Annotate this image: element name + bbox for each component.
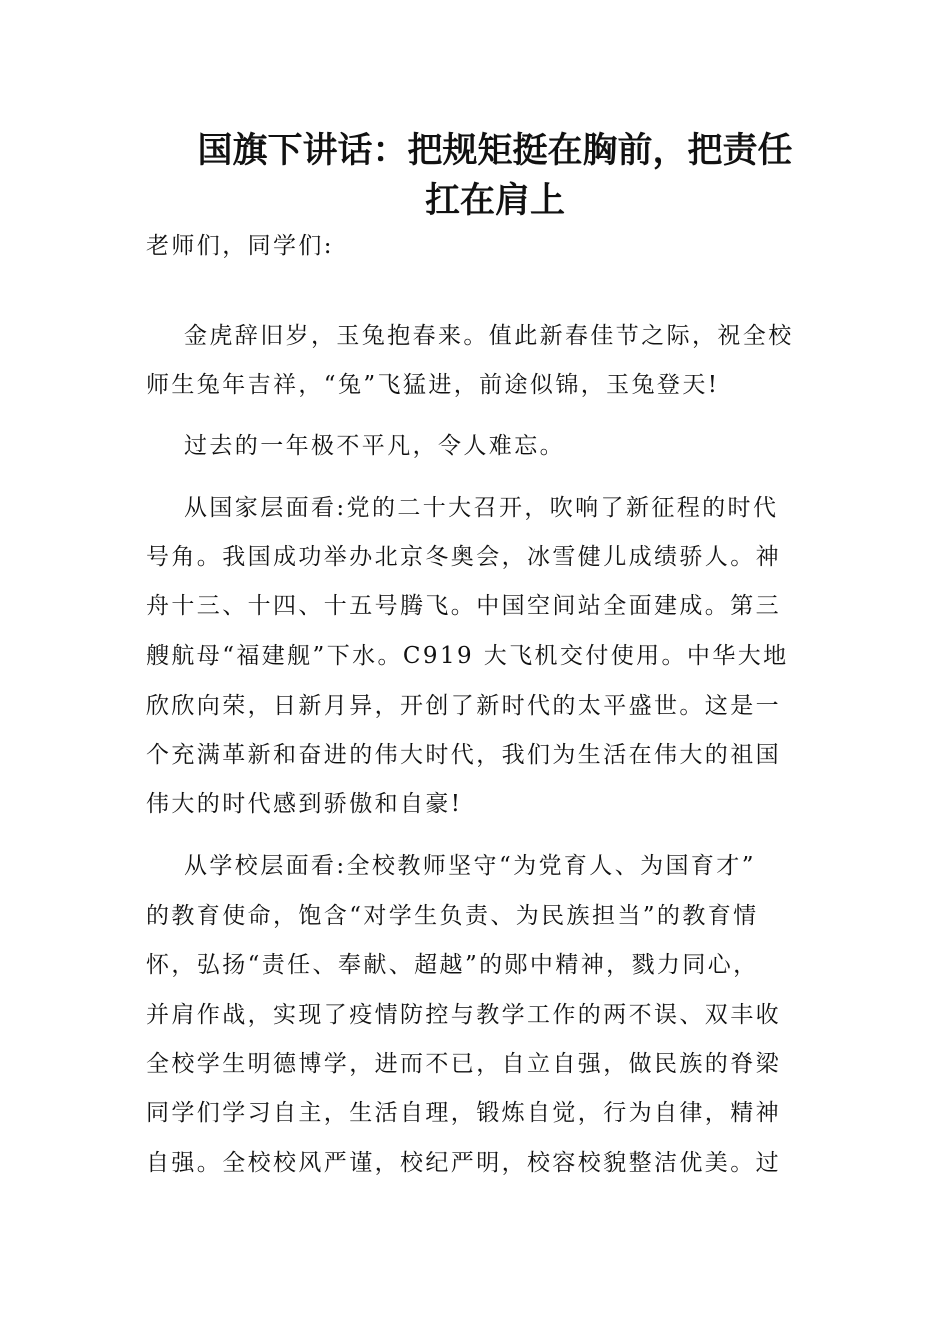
document-title-line-2: 扛在肩上 [424,180,565,221]
paragraph-3-line-4: 艘航母“福建舰”下水。C919 大飞机交付使用。中华大地 [146,643,789,669]
paragraph-3-line-7: 伟大的时代感到骄傲和自豪! [146,791,463,817]
paragraph-4-line-6: 同学们学习自主，生活自理，锻炼自觉，行为自律，精神 [146,1100,781,1126]
paragraph-3-line-6: 个充满革新和奋进的伟大时代，我们为生活在伟大的祖国 [146,742,781,768]
paragraph-3-line-2: 号角。我国成功举办北京冬奥会，冰雪健儿成绩骄人。神 [146,544,781,570]
paragraph-4-line-4: 并肩作战，实现了疫情防控与教学工作的两不误、双丰收 [146,1002,781,1028]
paragraph-4-line-5: 全校学生明德博学，进而不已，自立自强，做民族的脊梁 [146,1051,781,1077]
paragraph-3-line-5: 欣欣向荣，日新月异，开创了新时代的太平盛世。这是一 [146,693,781,719]
paragraph-3-line-3: 舟十三、十四、十五号腾飞。中国空间站全面建成。第三 [146,593,781,619]
paragraph-4-line-2: 的教育使命，饱含“对学生负责、为民族担当”的教育情 [146,903,759,929]
document-title-line-1: 国旗下讲话：把规矩挺在胸前，把责任 [197,130,793,171]
paragraph-4-line-1: 从学校层面看:全校教师坚守“为党育人、为国育才” [184,853,756,879]
paragraph-1-line-1: 金虎辞旧岁，玉兔抱春来。值此新春佳节之际，祝全校 [184,323,794,349]
paragraph-4-line-3: 怀，弘扬“责任、奉献、超越”的郧中精神，戮力同心， [146,952,759,978]
paragraph-3-line-1: 从国家层面看:党的二十大召开，吹响了新征程的时代 [184,495,779,521]
salutation: 老师们，同学们: [146,233,334,259]
paragraph-4-line-7: 自强。全校校风严谨，校纪严明，校容校貌整洁优美。过 [146,1150,781,1176]
paragraph-2-line-1: 过去的一年极不平凡，令人难忘。 [184,433,565,459]
paragraph-1-line-2: 师生兔年吉祥，“兔”飞猛进，前途似锦，玉兔登天! [146,372,720,398]
